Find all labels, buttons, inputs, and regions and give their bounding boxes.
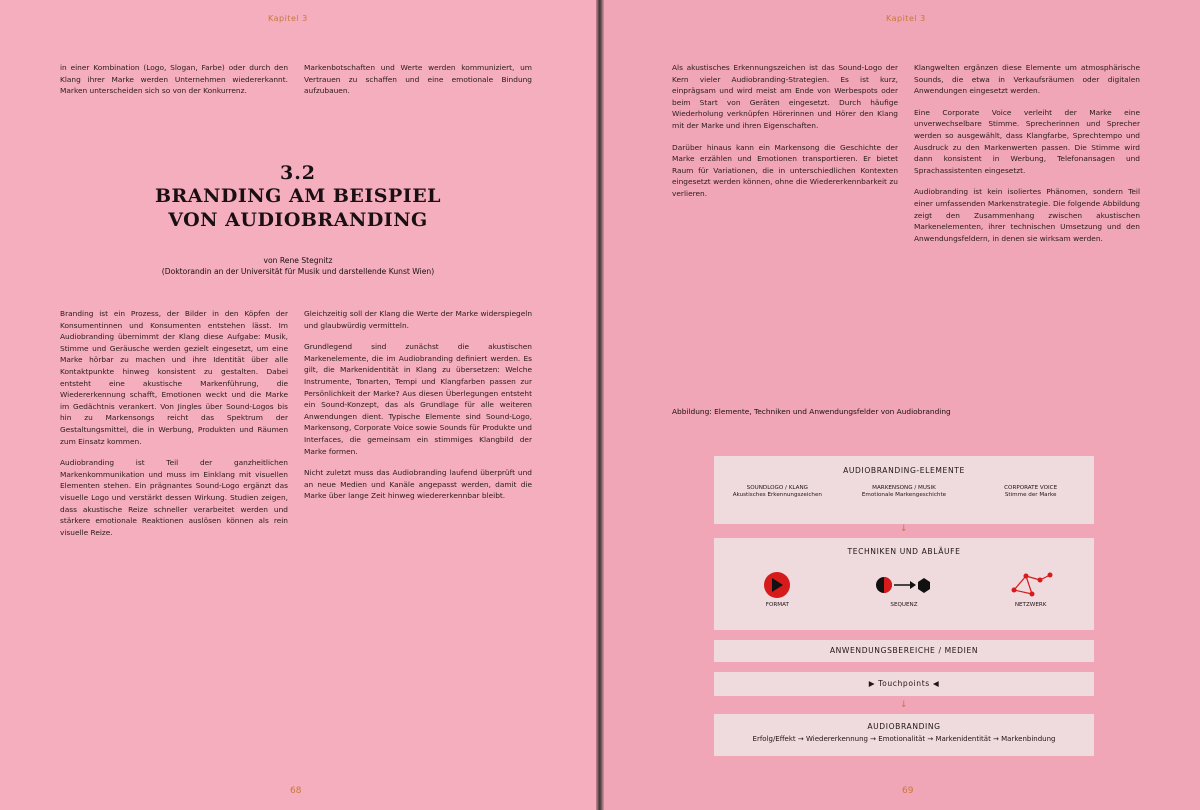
sequence-icon bbox=[874, 570, 934, 600]
body-column-2 bbox=[914, 62, 1140, 382]
figure-box-elements bbox=[714, 456, 1094, 524]
body-column-1 bbox=[672, 62, 898, 382]
effect-chain: Erfolg/Effekt → Wiedererkennung → Emotionalität → Markenidentität → Markenbindung bbox=[752, 735, 1056, 743]
figure-caption: Abbildung: Elemente, Techniken und Anwendungsfelder von Audiobranding bbox=[672, 407, 951, 416]
intro-column-1 bbox=[60, 62, 288, 107]
paragraph: Eine Corporate Voice verleiht der Marke eine unverwechselbare Stimme. Sprecherinnen und Sprecher werden so ausgewählt, dass Klangfarbe, Sprechtempo und Ausdruck zu den Markenwerten passen. Die Stimme wird dann konsistent in Werbung, Telefonansagen und Sprachassistenten eingesetzt. bbox=[914, 107, 1140, 175]
paragraph: Audiobranding ist Teil der ganzheitlichen Markenkommunikation und muss im Einklang mit visuellen Elementen stehen. Ein prägnantes Sound-Logo ergänzt das visuelle Logo und verstärkt dessen Wirkung. Studien zeigen, dass akustische Reize schneller verarbeitet werden und stärkere emotionale Reaktionen auslösen können als rein visuelle Reize. bbox=[60, 458, 288, 537]
technique-label: SEQUENZ bbox=[890, 602, 918, 608]
intro-column-2 bbox=[304, 62, 532, 107]
figure-box-title: ANWENDUNGSBEREICHE / MEDIEN bbox=[829, 646, 979, 655]
element-item: CORPORATE VOICE Stimme der Marke bbox=[1004, 485, 1058, 498]
paragraph: in einer Kombination (Logo, Slogan, Farbe) oder durch den Klang ihrer Marke werden Unternehmen wiedererkannt. Marken unterscheiden sich so von der Konkurrenz. bbox=[60, 63, 288, 96]
chapter-title-line-1: BRANDING AM BEISPIEL bbox=[154, 185, 442, 207]
technique-list bbox=[714, 570, 1094, 608]
chapter-title-line-2: VON AUDIOBRANDING bbox=[168, 209, 428, 231]
figure-box-title: AUDIOBRANDING bbox=[867, 722, 941, 731]
paragraph: Grundlegend sind zunächst die akustischen Markenelemente, die im Audiobranding definiert werden. Es gilt, die Markenidentität in Klang zu übersetzen: Welche Instrumente, Tonarten, Tempi und Klangfarben passen zur Persönlichkeit der Marke? Aus diesen Überlegungen entsteht ein Sound-Konzept, das als Grundlage für alle weiteren Anwendungen dient. Typische Elemente sind Sound-Logo, Markensong, Corporate Voice sowie Sounds für Produkte und Interfaces, die gemeinsam ein stimmiges Klangbild der Marke formen. bbox=[304, 342, 532, 456]
paragraph: Als akustisches Erkennungszeichen ist das Sound-Logo der Kern vieler Audiobranding-Strategien. Es ist kurz, einprägsam und wird meist am Ende von Werbespots oder beim Start von Geräten eingesetzt. Durch häufige Wiederholung verknüpfen Hörerinnen und Hörer den Klang mit der Marke und ihren Eigenschaften. bbox=[672, 63, 898, 130]
element-item: SOUNDLOGO / KLANG Akustisches Erkennungszeichen bbox=[732, 485, 822, 498]
chapter-number: 3.2 bbox=[279, 162, 317, 184]
figure-box-audiobranding bbox=[714, 714, 1094, 756]
technique-label: FORMAT bbox=[765, 602, 789, 608]
network-icon bbox=[1006, 570, 1056, 600]
figure-box-techniques bbox=[714, 538, 1094, 630]
left-page bbox=[0, 0, 596, 810]
technique-format bbox=[722, 570, 832, 608]
running-head: Kapitel 3 bbox=[268, 14, 308, 23]
format-icon bbox=[762, 570, 792, 600]
technique-network bbox=[976, 570, 1086, 608]
right-page bbox=[604, 0, 1200, 810]
byline-affiliation: (Doktorandin an der Universität für Musik und darstellende Kunst Wien) bbox=[161, 267, 435, 276]
byline bbox=[60, 255, 536, 277]
paragraph: Gleichzeitig soll der Klang die Werte der Marke widerspiegeln und glaubwürdig vermitteln. bbox=[304, 309, 532, 330]
page-number: 69 bbox=[902, 786, 914, 796]
element-list bbox=[714, 485, 1094, 499]
paragraph: Klangwelten ergänzen diese Elemente um atmosphärische Sounds, die etwa in Verkaufsräumen oder digitalen Anwendungen eingesetzt werden. bbox=[914, 63, 1140, 96]
figure-box-title: TECHNIKEN UND ABLÄUFE bbox=[847, 547, 961, 556]
figure-box-applications bbox=[714, 640, 1094, 662]
paragraph: Audiobranding ist kein isoliertes Phänomen, sondern Teil einer umfassenden Markenstrategie. Die folgende Abbildung zeigt den Zusammenhang zwischen akustischen Markenelementen, ihrer technischen Umsetzung und den Anwendungsfeldern, in denen sie wirksam werden. bbox=[914, 187, 1140, 243]
byline-author: von Rene Stegnitz bbox=[263, 256, 333, 265]
paragraph: Nicht zuletzt muss das Audiobranding laufend überprüft und an neue Medien und Kanäle angepasst werden, damit die Marke über lange Zeit hinweg wiedererkennbar bleibt. bbox=[304, 468, 532, 501]
paragraph: Markenbotschaften und Werte werden kommuniziert, um Vertrauen zu schaffen und eine emotionale Bindung aufzubauen. bbox=[304, 63, 532, 96]
chapter-heading bbox=[60, 162, 536, 232]
body-column-2 bbox=[304, 308, 532, 778]
figure-box-touchpoints bbox=[714, 672, 1094, 696]
technique-label: NETZWERK bbox=[1014, 602, 1047, 608]
book-gutter bbox=[596, 0, 604, 810]
running-head: Kapitel 3 bbox=[886, 14, 926, 23]
down-arrow-icon: ↓ bbox=[900, 524, 908, 534]
figure-box-title: ▶ Touchpoints ◀ bbox=[868, 679, 940, 688]
body-column-1 bbox=[60, 308, 288, 778]
page-number: 68 bbox=[290, 786, 302, 796]
element-item: MARKENSONG / MUSIK Emotionale Markengeschichte bbox=[861, 485, 947, 498]
technique-sequence bbox=[849, 570, 959, 608]
paragraph: Darüber hinaus kann ein Markensong die Geschichte der Marke erzählen und Emotionen transportieren. Er bietet Raum für Variationen, die in unterschiedlichen Kontexten eingesetzt werden können, ohne die Wiedererkennbarkeit zu verlieren. bbox=[672, 142, 898, 198]
paragraph: Branding ist ein Prozess, der Bilder in den Köpfen der Konsumentinnen und Konsumenten entstehen lässt. Im Audiobranding übernimmt der Klang diese Aufgabe: Musik, Stimme und Geräusche werden gezielt eingesetzt, um eine Marke hörbar zu machen und ihre Identität über alle Kontaktpunkte hinweg konsistent zu gestalten. Dabei entsteht eine akustische Markenführung, die Wiedererkennung schafft, Emotionen weckt und die Marke im Gedächtnis verankert. Von Jingles über Sound-Logos bis hin zu Markensongs reicht das Spektrum der Gestaltungsmittel, die in Werbung, Produkten und Räumen zum Einsatz kommen. bbox=[60, 309, 288, 446]
figure-box-title: AUDIOBRANDING-ELEMENTE bbox=[843, 466, 965, 475]
down-arrow-icon: ↓ bbox=[900, 700, 908, 710]
